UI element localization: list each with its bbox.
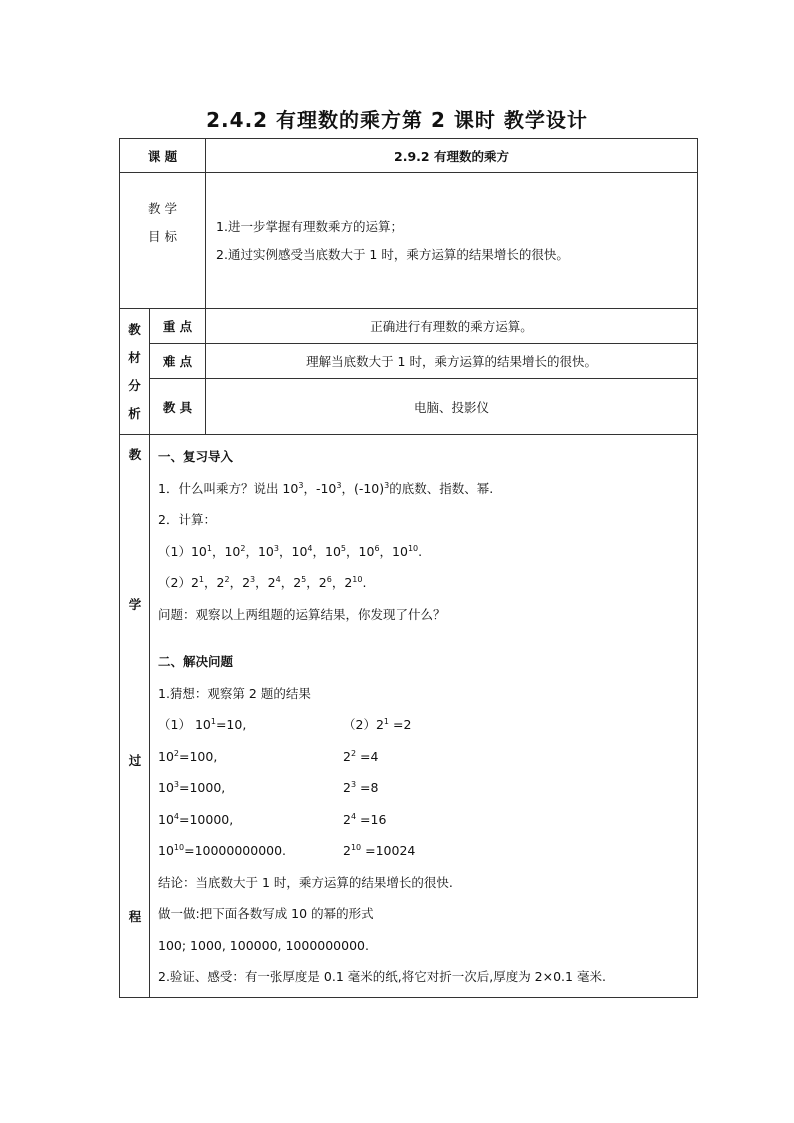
guess-line: 1.猜想：观察第 2 题的结果 [158,685,311,701]
pair-line: $10^3=1000$, $2^3 =8$ [158,780,379,795]
objectives-row [120,173,698,309]
process-side-char: 过 [128,753,142,768]
analysis-side-char: 材 [128,349,141,365]
key-point-value: 正确进行有理数的乘方运算。 [206,309,698,344]
process-side-char: 教 [128,447,142,462]
process-row [120,435,698,998]
spacer [158,630,689,646]
process-content [150,435,698,998]
topic-value: 2.9.2 有理数的乘方 [206,139,698,173]
verify-line: 2.验证、感受：有一张厚度是 0.1 毫米的纸,将它对折一次后,厚度为 2×0.1 毫米. [158,969,606,984]
difficulty-label: 难 点 [150,344,206,379]
pair-line: $10^2=100$, $2^2 =4$ [158,748,379,764]
analysis-side-char: 教 [128,321,141,337]
try-it-line: 做一做:把下面各数写成 10 的幂的形式 [158,906,374,921]
review-question-2: 2．计算： [158,512,216,527]
lesson-plan-table [119,138,698,998]
process-side-char: 程 [128,909,142,924]
topic-row [120,139,698,173]
review-question-1: 1．什么叫乘方？说出 $10^3$，$-10^3$，$(-10)^3$的底数、指数、幂. [158,480,494,496]
process-side-label [120,435,150,998]
difficulty-value: 理解当底数大于 1 时，乘方运算的结果增长的很快。 [206,344,698,379]
analysis-side-char: 析 [128,405,141,421]
pair-line: $10^{10}=10000000000$. $2^{10} =10024$ [158,843,416,858]
pair-line: （1） $10^1=10$, $(2)2^1 =2$ [158,717,412,732]
tools-value: 电脑、投影仪 [206,379,698,435]
section-heading-review: 一、复习导入 [158,449,234,464]
conclusion-line: 结论：当底数大于 1 时，乘方运算的结果增长的很快. [158,874,453,890]
pair-line: $10^4=10000$, $2^4 =16$ [158,811,387,827]
objectives-label-line2: 目 标 [148,229,177,244]
objectives-content [206,173,698,309]
objectives-label-line1: 教 学 [148,201,177,216]
analysis-side-label [120,309,150,435]
objective-item: 2.通过实例感受当底数大于 1 时，乘方运算的结果增长的很快。 [216,246,569,262]
numbers-line: 100; 1000, 100000, 1000000000. [158,937,369,953]
analysis-row-tools [120,379,698,435]
key-point-label: 重 点 [150,309,206,344]
tools-label: 教 具 [150,379,206,435]
document-title: 2.4.2 有理数的乘方第 2 课时 教学设计 [206,108,588,132]
objective-item: 1.进一步掌握有理数乘方的运算； [216,218,403,234]
process-side-char: 学 [128,597,142,612]
calc-line-2: $(2)2^1$，$2^2$，$2^3$，$2^4$，$2^5$，$2^6$，$2^{10}$. [158,575,367,590]
topic-label: 课 题 [120,139,206,173]
objectives-label [120,173,206,309]
calc-line-1: $(1)10^1$，$10^2$，$10^3$，$10^4$，$10^5$，$10^6$，$10^{10}$. [158,543,423,559]
analysis-side-char: 分 [128,377,141,393]
section-heading-solve: 二、解决问题 [158,654,234,669]
analysis-row-difficulty [120,344,698,379]
review-question-discovery: 问题：观察以上两组题的运算结果，你发现了什么？ [158,606,446,622]
analysis-row-key [120,309,698,344]
